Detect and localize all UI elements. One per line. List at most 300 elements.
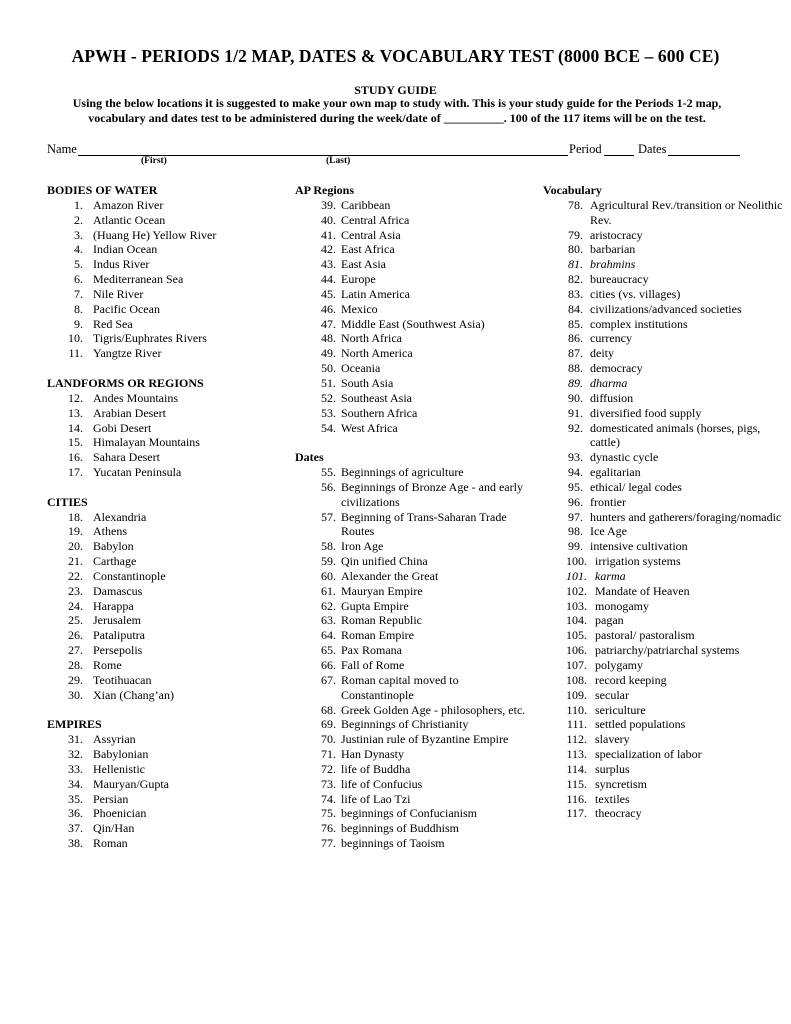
item-text: (Huang He) Yellow River bbox=[93, 227, 217, 242]
list-item bbox=[543, 539, 783, 554]
item-number: 9. bbox=[74, 316, 83, 331]
list-item bbox=[295, 806, 530, 821]
item-number: 85. bbox=[568, 316, 583, 331]
item-number: 103. bbox=[566, 598, 587, 613]
list-item bbox=[543, 480, 783, 495]
item-text: Gobi Desert bbox=[93, 420, 152, 435]
item-text: cities (vs. villages) bbox=[590, 286, 681, 301]
item-number: 42. bbox=[321, 242, 336, 257]
list-item bbox=[295, 613, 530, 628]
item-number: 81. bbox=[568, 257, 583, 272]
item-text: West Africa bbox=[341, 420, 398, 435]
item-number: 13. bbox=[68, 405, 83, 420]
item-text: Fall of Rome bbox=[341, 658, 405, 672]
item-number: 38. bbox=[68, 836, 83, 851]
item-number: 17. bbox=[68, 465, 83, 480]
item-text: ethical/ legal codes bbox=[590, 479, 682, 494]
list-item bbox=[295, 777, 530, 792]
item-text: life of Buddha bbox=[341, 761, 411, 776]
item-number: 21. bbox=[68, 554, 83, 569]
item-text: barbarian bbox=[590, 242, 636, 257]
list-item bbox=[295, 272, 530, 287]
item-text: aristocracy bbox=[590, 227, 643, 242]
item-text: Alexandria bbox=[93, 509, 147, 524]
item-number: 24. bbox=[68, 598, 83, 613]
list-item bbox=[295, 658, 530, 673]
list-item bbox=[47, 792, 277, 807]
list-item bbox=[543, 272, 783, 287]
item-number: 50. bbox=[321, 361, 336, 376]
list-item bbox=[543, 658, 783, 673]
item-number: 114. bbox=[566, 761, 587, 776]
item-number: 104. bbox=[566, 613, 587, 628]
item-number: 74. bbox=[321, 791, 336, 806]
item-number: 44. bbox=[321, 272, 336, 287]
item-text: Southern Africa bbox=[341, 405, 418, 420]
item-number: 94. bbox=[568, 465, 583, 480]
list-item bbox=[543, 257, 783, 272]
item-text: democracy bbox=[590, 361, 643, 376]
list-item bbox=[295, 628, 530, 643]
list-item bbox=[295, 302, 530, 317]
list-item bbox=[295, 539, 530, 554]
list-item bbox=[543, 792, 783, 807]
item-text: Central Africa bbox=[341, 212, 410, 227]
list-item bbox=[295, 673, 530, 703]
list-item bbox=[295, 717, 530, 732]
list-item bbox=[47, 643, 277, 658]
item-number: 27. bbox=[68, 643, 83, 658]
period-blank[interactable] bbox=[604, 155, 634, 156]
item-number: 77. bbox=[321, 836, 336, 851]
item-text: Mediterranean Sea bbox=[93, 272, 184, 287]
list-item bbox=[47, 228, 277, 243]
item-number: 89. bbox=[568, 375, 583, 390]
list-item bbox=[543, 806, 783, 821]
item-text: Tigris/Euphrates Rivers bbox=[93, 331, 207, 346]
item-number: 98. bbox=[568, 524, 583, 539]
item-number: 12. bbox=[68, 390, 83, 405]
item-text: Qin unified China bbox=[341, 554, 428, 569]
list-item bbox=[543, 465, 783, 480]
list-item bbox=[543, 613, 783, 628]
item-text: polygamy bbox=[595, 658, 643, 672]
list-item bbox=[47, 539, 277, 554]
list-item bbox=[295, 510, 530, 540]
item-number: 47. bbox=[321, 316, 336, 331]
item-text: specialization of labor bbox=[595, 747, 702, 762]
item-text: Jerusalem bbox=[93, 613, 141, 628]
item-text: Beginning of Trans-Saharan Trade Routes bbox=[341, 509, 507, 539]
item-text: brahmins bbox=[590, 257, 636, 272]
list-item bbox=[295, 703, 530, 718]
item-number: 6. bbox=[74, 272, 83, 287]
item-number: 110. bbox=[566, 702, 587, 717]
list-item bbox=[295, 643, 530, 658]
item-number: 5. bbox=[74, 257, 83, 272]
item-text: dharma bbox=[590, 375, 628, 390]
item-number: 78. bbox=[568, 197, 583, 212]
item-text: Persepolis bbox=[93, 643, 143, 658]
item-number: 18. bbox=[68, 509, 83, 524]
item-number: 70. bbox=[321, 732, 336, 747]
item-number: 71. bbox=[321, 747, 336, 762]
list-item bbox=[47, 331, 277, 346]
list-item bbox=[295, 762, 530, 777]
item-number: 109. bbox=[566, 687, 587, 702]
item-text: slavery bbox=[595, 732, 630, 747]
list-item bbox=[543, 717, 783, 732]
item-number: 76. bbox=[321, 821, 336, 836]
item-text: Beginnings of agriculture bbox=[341, 465, 464, 480]
item-number: 49. bbox=[321, 346, 336, 361]
list-item bbox=[295, 599, 530, 614]
list-item bbox=[543, 242, 783, 257]
item-text: Indus River bbox=[93, 257, 150, 272]
list-item bbox=[295, 346, 530, 361]
list-item bbox=[47, 302, 277, 317]
list-item bbox=[295, 554, 530, 569]
item-number: 15. bbox=[68, 435, 83, 450]
list-item bbox=[543, 599, 783, 614]
item-number: 88. bbox=[568, 361, 583, 376]
list-item bbox=[47, 673, 277, 688]
item-number: 80. bbox=[568, 242, 583, 257]
item-number: 23. bbox=[68, 583, 83, 598]
item-number: 10. bbox=[68, 331, 83, 346]
item-number: 75. bbox=[321, 806, 336, 821]
item-number: 93. bbox=[568, 450, 583, 465]
item-number: 60. bbox=[321, 568, 336, 583]
list-bodies-of-water bbox=[47, 198, 277, 361]
item-number: 67. bbox=[321, 672, 336, 687]
list-item bbox=[543, 376, 783, 391]
item-text: Roman bbox=[93, 836, 128, 851]
list-item bbox=[543, 762, 783, 777]
list-dates bbox=[295, 465, 530, 851]
list-item bbox=[543, 406, 783, 421]
item-text: North Africa bbox=[341, 331, 402, 346]
item-number: 105. bbox=[566, 628, 587, 643]
item-text: life of Confucius bbox=[341, 776, 423, 791]
item-number: 96. bbox=[568, 494, 583, 509]
item-text: theocracy bbox=[595, 806, 642, 821]
item-text: Hellenistic bbox=[93, 761, 145, 776]
list-item bbox=[543, 391, 783, 406]
item-text: civilizations/advanced societies bbox=[590, 301, 742, 316]
item-number: 73. bbox=[321, 776, 336, 791]
list-landforms bbox=[47, 391, 277, 480]
list-item bbox=[543, 703, 783, 718]
item-text: Greek Golden Age - philosophers, etc. bbox=[341, 702, 526, 717]
item-text: irrigation systems bbox=[595, 554, 681, 569]
item-text: Yangtze River bbox=[93, 346, 162, 361]
list-item bbox=[543, 361, 783, 376]
list-item bbox=[543, 287, 783, 302]
list-item bbox=[47, 554, 277, 569]
item-number: 55. bbox=[321, 465, 336, 480]
item-number: 66. bbox=[321, 658, 336, 672]
item-number: 101. bbox=[566, 568, 587, 583]
item-text: Red Sea bbox=[93, 316, 133, 331]
list-item bbox=[295, 228, 530, 243]
list-item bbox=[295, 821, 530, 836]
item-number: 92. bbox=[568, 420, 583, 435]
item-number: 39. bbox=[321, 197, 336, 212]
list-cities bbox=[47, 510, 277, 703]
list-item bbox=[295, 569, 530, 584]
item-number: 107. bbox=[566, 658, 587, 672]
item-text: Roman Republic bbox=[341, 613, 422, 628]
name-label: Name bbox=[47, 142, 77, 156]
column-middle bbox=[295, 183, 530, 851]
item-text: Han Dynasty bbox=[341, 747, 404, 762]
item-text: monogamy bbox=[595, 598, 649, 613]
item-text: Gupta Empire bbox=[341, 598, 409, 613]
list-item bbox=[47, 272, 277, 287]
item-number: 22. bbox=[68, 568, 83, 583]
list-item bbox=[47, 732, 277, 747]
item-text: Central Asia bbox=[341, 227, 401, 242]
item-text: Assyrian bbox=[93, 732, 136, 747]
item-text: Andes Mountains bbox=[93, 390, 178, 405]
list-vocabulary bbox=[543, 198, 783, 821]
list-item bbox=[543, 524, 783, 539]
list-item bbox=[47, 806, 277, 821]
item-text: Mandate of Heaven bbox=[595, 583, 690, 598]
intro-paragraph: Using the below locations it is suggested to make your own map to study with. This is your study guide for the Periods 1-2 map, vocabulary and dates test to be administered during the week/date of __________. 100 of the 117 items will be on the test. bbox=[72, 96, 722, 125]
item-number: 19. bbox=[68, 524, 83, 539]
list-ap-regions bbox=[295, 198, 530, 436]
list-item bbox=[543, 643, 783, 658]
list-item bbox=[295, 480, 530, 510]
item-number: 108. bbox=[566, 672, 587, 687]
section-heading-bodies-of-water: BODIES OF WATER bbox=[47, 183, 158, 197]
item-number: 33. bbox=[68, 761, 83, 776]
item-number: 34. bbox=[68, 776, 83, 791]
item-number: 63. bbox=[321, 613, 336, 628]
list-item bbox=[47, 391, 277, 406]
item-text: Carthage bbox=[93, 554, 137, 569]
list-item bbox=[295, 584, 530, 599]
last-name-label: (Last) bbox=[326, 156, 351, 166]
item-number: 14. bbox=[68, 420, 83, 435]
item-text: Arabian Desert bbox=[93, 405, 166, 420]
item-text: Justinian rule of Byzantine Empire bbox=[341, 732, 509, 747]
item-number: 61. bbox=[321, 583, 336, 598]
list-item bbox=[543, 346, 783, 361]
list-item bbox=[295, 792, 530, 807]
list-item bbox=[543, 569, 783, 584]
item-text: Harappa bbox=[93, 598, 134, 613]
list-item bbox=[295, 421, 530, 436]
list-item bbox=[543, 198, 783, 228]
item-number: 64. bbox=[321, 628, 336, 643]
item-text: deity bbox=[590, 346, 614, 361]
item-number: 4. bbox=[74, 242, 83, 257]
list-empires bbox=[47, 732, 277, 851]
item-text: North America bbox=[341, 346, 413, 361]
list-item bbox=[47, 836, 277, 851]
item-number: 68. bbox=[321, 702, 336, 717]
item-number: 90. bbox=[568, 390, 583, 405]
list-item bbox=[47, 465, 277, 480]
item-text: Rome bbox=[93, 658, 122, 672]
list-item bbox=[47, 599, 277, 614]
item-number: 56. bbox=[321, 479, 336, 494]
list-item bbox=[543, 777, 783, 792]
item-number: 82. bbox=[568, 272, 583, 287]
list-item bbox=[543, 732, 783, 747]
list-item bbox=[47, 777, 277, 792]
item-number: 72. bbox=[321, 761, 336, 776]
item-text: sericulture bbox=[595, 702, 646, 717]
item-text: patriarchy/patriarchal systems bbox=[595, 643, 740, 658]
list-item bbox=[295, 331, 530, 346]
item-text: Pax Romana bbox=[341, 643, 402, 658]
item-number: 106. bbox=[566, 643, 587, 658]
item-text: Mauryan Empire bbox=[341, 583, 423, 598]
item-number: 58. bbox=[321, 539, 336, 554]
section-heading-vocabulary: Vocabulary bbox=[543, 183, 602, 197]
list-item bbox=[47, 257, 277, 272]
item-text: record keeping bbox=[595, 672, 667, 687]
item-text: domesticated animals (horses, pigs, cattle) bbox=[590, 420, 761, 450]
list-item bbox=[543, 302, 783, 317]
item-text: beginnings of Taoism bbox=[341, 836, 445, 851]
item-number: 31. bbox=[68, 732, 83, 747]
item-text: East Asia bbox=[341, 257, 386, 272]
item-text: Yucatan Peninsula bbox=[93, 465, 182, 480]
list-item bbox=[47, 450, 277, 465]
item-text: dynastic cycle bbox=[590, 450, 659, 465]
list-item bbox=[47, 658, 277, 673]
item-number: 62. bbox=[321, 598, 336, 613]
list-item bbox=[543, 331, 783, 346]
section-heading-empires: EMPIRES bbox=[47, 717, 102, 732]
list-item bbox=[47, 747, 277, 762]
item-number: 87. bbox=[568, 346, 583, 361]
list-item bbox=[295, 361, 530, 376]
item-number: 57. bbox=[321, 509, 336, 524]
item-text: Southeast Asia bbox=[341, 390, 412, 405]
item-number: 1. bbox=[74, 197, 83, 212]
list-item bbox=[295, 317, 530, 332]
item-text: Atlantic Ocean bbox=[93, 212, 166, 227]
list-item bbox=[47, 421, 277, 436]
list-item bbox=[295, 213, 530, 228]
item-number: 29. bbox=[68, 672, 83, 687]
item-text: currency bbox=[590, 331, 632, 346]
item-number: 99. bbox=[568, 539, 583, 554]
item-text: Pataliputra bbox=[93, 628, 145, 643]
item-number: 59. bbox=[321, 554, 336, 569]
list-item bbox=[47, 198, 277, 213]
item-number: 54. bbox=[321, 420, 336, 435]
list-item bbox=[543, 554, 783, 569]
item-text: Babylonian bbox=[93, 747, 149, 762]
item-text: Iron Age bbox=[341, 539, 384, 554]
item-text: Middle East (Southwest Asia) bbox=[341, 316, 485, 331]
item-number: 112. bbox=[566, 732, 587, 747]
first-name-label: (First) bbox=[141, 156, 167, 166]
item-text: textiles bbox=[595, 791, 630, 806]
list-item bbox=[543, 450, 783, 465]
column-left bbox=[47, 183, 277, 851]
list-item bbox=[47, 242, 277, 257]
dates-blank[interactable] bbox=[668, 155, 740, 156]
item-number: 32. bbox=[68, 747, 83, 762]
item-text: Ice Age bbox=[590, 524, 627, 539]
list-item bbox=[295, 406, 530, 421]
dates-label: Dates bbox=[638, 142, 667, 156]
item-number: 25. bbox=[68, 613, 83, 628]
item-text: Amazon River bbox=[93, 197, 164, 212]
item-number: 116. bbox=[566, 791, 587, 806]
column-right bbox=[543, 183, 783, 821]
period-label: Period bbox=[569, 142, 602, 156]
item-text: Phoenician bbox=[93, 806, 147, 821]
item-number: 2. bbox=[74, 212, 83, 227]
page-title: APWH - PERIODS 1/2 MAP, DATES & VOCABULARY TEST (8000 BCE – 600 CE) bbox=[71, 46, 720, 66]
list-item bbox=[47, 435, 277, 450]
item-text: East Africa bbox=[341, 242, 395, 257]
section-heading-dates: Dates bbox=[295, 450, 324, 465]
list-item bbox=[47, 628, 277, 643]
list-item bbox=[295, 747, 530, 762]
item-text: life of Lao Tzi bbox=[341, 791, 411, 806]
item-number: 11. bbox=[68, 346, 83, 361]
item-text: diffusion bbox=[590, 390, 634, 405]
section-heading-ap-regions: AP Regions bbox=[295, 183, 355, 197]
item-number: 53. bbox=[321, 405, 336, 420]
list-item bbox=[47, 524, 277, 539]
list-item bbox=[47, 584, 277, 599]
list-item bbox=[295, 732, 530, 747]
item-text: Xian (Chang’an) bbox=[93, 687, 174, 702]
item-number: 100. bbox=[566, 554, 587, 569]
item-text: Mauryan/Gupta bbox=[93, 776, 169, 791]
item-text: settled populations bbox=[595, 717, 686, 732]
item-number: 111. bbox=[566, 717, 587, 732]
item-text: Indian Ocean bbox=[93, 242, 158, 257]
list-item bbox=[295, 391, 530, 406]
item-text: Roman capital moved to Constantinople bbox=[341, 672, 459, 702]
item-text: Oceania bbox=[341, 361, 381, 376]
item-text: syncretism bbox=[595, 776, 647, 791]
item-text: bureaucracy bbox=[590, 272, 649, 287]
item-text: South Asia bbox=[341, 375, 394, 390]
list-item bbox=[47, 287, 277, 302]
list-item bbox=[47, 762, 277, 777]
item-text: Latin America bbox=[341, 286, 410, 301]
item-text: pagan bbox=[595, 613, 624, 628]
item-number: 41. bbox=[321, 227, 336, 242]
list-item bbox=[47, 688, 277, 703]
item-number: 35. bbox=[68, 791, 83, 806]
item-text: secular bbox=[595, 687, 629, 702]
list-item bbox=[543, 673, 783, 688]
item-number: 115. bbox=[566, 776, 587, 791]
list-item bbox=[295, 257, 530, 272]
list-item bbox=[47, 213, 277, 228]
item-number: 97. bbox=[568, 509, 583, 524]
item-number: 26. bbox=[68, 628, 83, 643]
item-text: Constantinople bbox=[93, 568, 166, 583]
item-text: Pacific Ocean bbox=[93, 301, 160, 316]
list-item bbox=[543, 510, 783, 525]
item-text: Himalayan Mountains bbox=[93, 435, 200, 450]
